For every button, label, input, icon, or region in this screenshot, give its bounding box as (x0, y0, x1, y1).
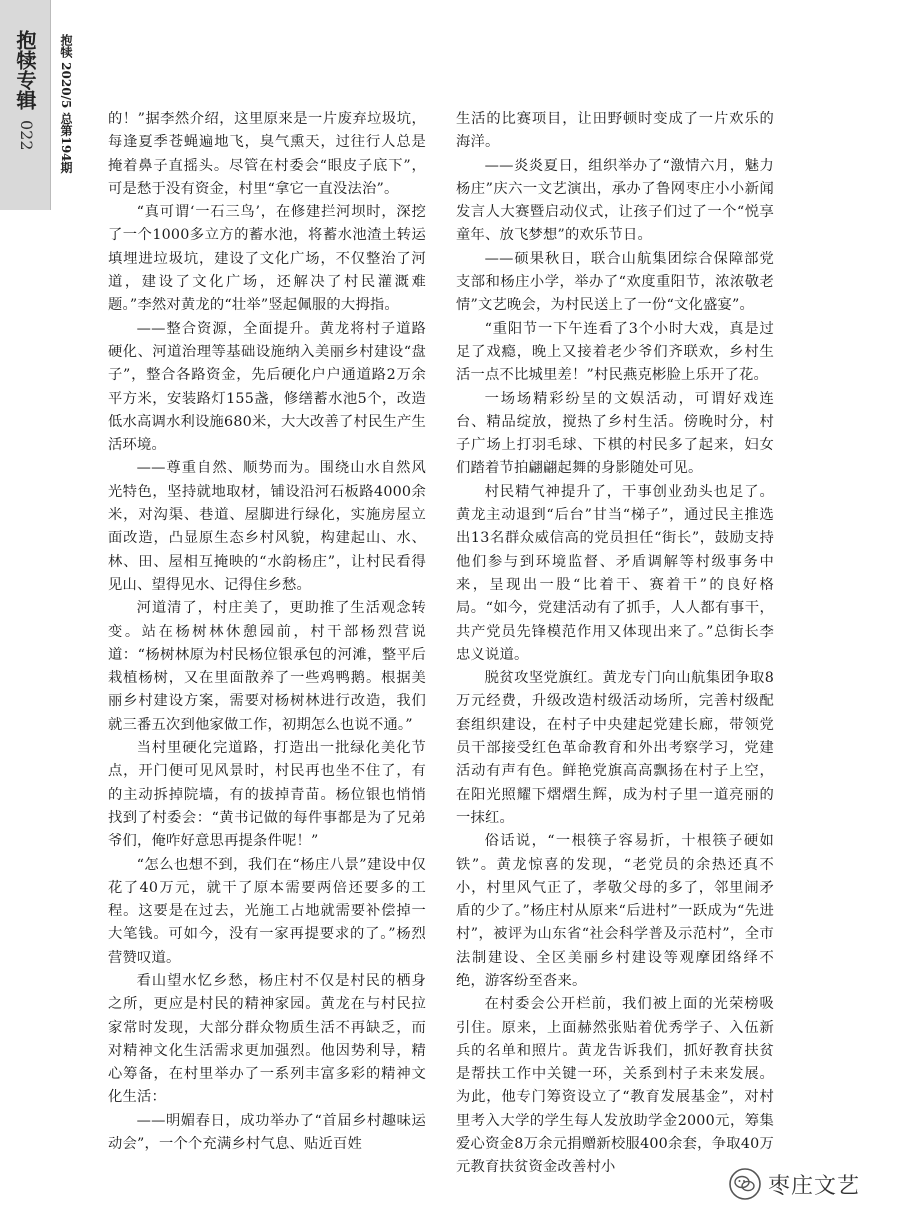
paragraph: ——整合资源，全面提升。黄龙将村子道路硬化、河道治理等基础设施纳入美丽乡村建设“盘子”，整合各路资金，先后硬化户户通道路2万余平方米，安装路灯155盏，修缮蓄水池5个，改造低水高调水利设施680米，大大改善了村民生产生活环境。 (108, 320, 426, 454)
paragraph: 脱贫攻坚党旗红。黄龙专门向山航集团争取8万元经费，升级改造村级活动场所，完善村级配套组织建设，在村子中央建起党建长廊，带领党员干部接受红色革命教育和外出考察学习，党建活动有声有色。鲜艳党旗高高飘扬在村子上空，在阳光照耀下熠熠生辉，成为村子里一道亮丽的一抹红。 (456, 670, 774, 826)
paragraph: 生活的比赛项目，让田野顿时变成了一片欢乐的海洋。 (456, 111, 774, 151)
sidebar (0, 0, 51, 210)
page-number: 022 (17, 120, 36, 151)
paragraph: ——硕果秋日，联合山航集团综合保障部党支部和杨庄小学，举办了“欢度重阳节，浓浓敬老情”文艺晚会，为村民送上了一份“文化盛宴”。 (456, 250, 774, 314)
paragraph: ——明媚春日，成功举办了“首届乡村趣味运动会”，一个个充满乡村气息、贴近百姓 (108, 1112, 426, 1153)
paragraph: 一场场精彩纷呈的文娱活动，可谓好戏连台、精品绽放，搅热了乡村生活。傍晚时分，村子广场上打羽毛球、下棋的村民多了起来，妇女们踏着节拍翩翩起舞的身影随处可见。 (456, 390, 774, 477)
paragraph: 俗话说，“一根筷子容易折，十根筷子硬如铁”。黄龙惊喜的发现，“老党员的余热还真不小，村里风气正了，孝敬父母的多了，邻里闹矛盾的少了。”杨庄村从原来“后进村”一跃成为“先进村”，被评为山东省“社会科学普及示范村”，全市法制建设、全区美丽乡村建设等观摩团络绎不绝，游客纷至沓来。 (456, 833, 774, 989)
section-title: 抱犊专辑 (13, 30, 37, 110)
paragraph: 在村委会公开栏前，我们被上面的光荣榜吸引住。原来，上面赫然张贴着优秀学子、入伍新兵的名单和照片。黄龙告诉我们，抓好教育扶贫是帮扶工作中关键一环，关系到村子未来发展。为此，他专门筹资设立了“教育发展基金”，对村里考入大学的学生每人发放助学金2000元，筹集爱心资金8万余元捐赠新校服400余套，争取40万元教育扶贫资金改善村小 (456, 996, 774, 1176)
paragraph: 当村里硬化完道路，打造出一批绿化美化节点，开门便可见风景时，村民再也坐不住了，有的主动拆掉院墙，有的拔掉青苗。杨位银也悄悄找到了村委会：“黄书记做的每件事都是为了兄弟爷们，俺咋好意思再提条件呢！” (108, 740, 426, 850)
paragraph: 村民精气神提升了，干事创业劲头也足了。黄龙主动退到“后台”甘当“梯子”，通过民主推选出13名群众威信高的党员担任“街长”，鼓励支持他们参与到环境监督、矛盾调解等村级事务中来，呈现出一股“比着干、赛着干”的良好格局。“如今，党建活动有了抓手，人人都有事干，共产党员先锋模范作用又体现出来了。”总街长李忠义说道。 (456, 483, 774, 663)
watermark (728, 1167, 860, 1201)
paragraph: ——尊重自然、顺势而为。围绕山水自然风光特色，坚持就地取材，铺设沿河石板路4000余米，对沟渠、巷道、屋脚进行绿化，实施房屋立面改造，凸显原生态乡村风貌，构建起山、水、林、田、屋相互掩映的“水韵杨庄”，让村民看得见山、望得见水、记得住乡愁。 (108, 460, 426, 593)
watermark-text: 枣庄文艺 (767, 1173, 860, 1199)
paragraph: “重阳节一下午连看了3个小时大戏，真是过足了戏瘾，晚上又接着老少爷们齐联欢，乡村生活一点不比城里差！”村民燕克彬脸上乐开了花。 (456, 320, 774, 384)
wechat-icon (728, 1167, 762, 1201)
left-column (108, 108, 426, 1156)
issue-meta: 抱犊 2020/5 总第194期 (59, 34, 73, 174)
paragraph: “怎么也想不到，我们在“杨庄八景”建设中仅花了40万元，就干了原本需要两倍还要多的工程。这要是在过去，光施工占地就需要补偿掉一大笔钱。可如今，没有一家再提要求的了。”杨烈营赞叹道。 (108, 856, 426, 966)
paragraph: 看山望水忆乡愁，杨庄村不仅是村民的栖身之所，更应是村民的精神家园。黄龙在与村民拉家常时发现，大部分群众物质生活不再缺乏，而对精神文化生活需求更加强烈。他因势利导，精心筹备，在村里举办了一系列丰富多彩的精神文化生活： (108, 972, 426, 1106)
paragraph: 的！”据李然介绍，这里原来是一片废弃垃圾坑，每逢夏季苍蝇遍地飞，臭气熏天，过往行人总是掩着鼻子直摇头。尽管在村委会“眼皮子底下”，可是愁于没有资金，村里“拿它一直没法治”。 (108, 111, 426, 197)
right-column (456, 108, 774, 1180)
paragraph: “真可谓‘一石三鸟’，在修建拦河坝时，深挖了一个1000多立方的蓄水池，将蓄水池渣土转运填埋进垃圾坑，建设了文化广场，不仅整治了河道，建设了文化广场，还解决了村民灌溉难题。”李然对黄龙的“壮举”竖起佩服的大拇指。 (108, 204, 426, 314)
paragraph: ——炎炎夏日，组织举办了“激情六月，魅力杨庄”庆六一文艺演出，承办了鲁网枣庄小小新闻发言人大赛暨启动仪式，让孩子们过了一个“悦享童年、放飞梦想”的欢乐节日。 (456, 157, 774, 244)
paragraph: 河道清了，村庄美了，更助推了生活观念转变。站在杨树林休憩园前，村干部杨烈营说道：“杨树林原为村民杨位银承包的河滩，整平后栽植杨树，又在里面散养了一些鸡鸭鹅。根据美丽乡村建设方案，需要对杨树林进行改造，我们就三番五次到他家做工作，初期怎么也说不通。” (108, 600, 426, 733)
